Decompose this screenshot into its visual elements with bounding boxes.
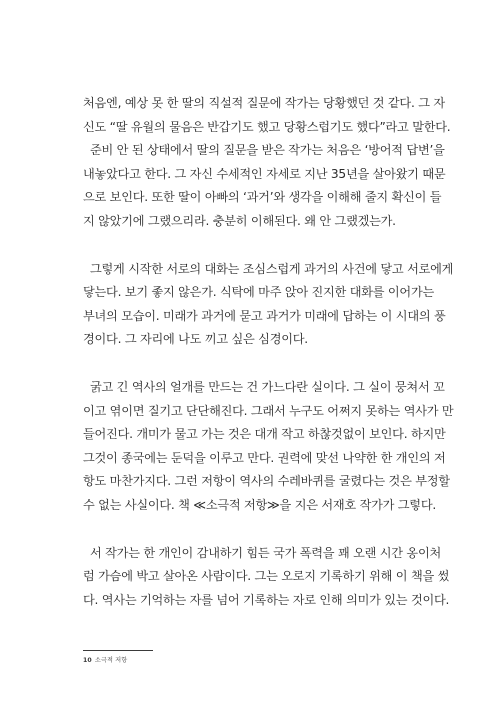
- running-footer: [83, 655, 203, 664]
- text-line: 부녀의 모습이. 미래가 과거에 묻고 과거가 미래에 답하는 이 시대의 풍: [83, 308, 446, 323]
- book-title: 소극적 저항: [94, 657, 128, 664]
- paragraph-4: [83, 542, 450, 613]
- text-line: 지 않았기에 그랬으리라. 충분히 이해된다. 왜 안 그랬겠는가.: [83, 213, 396, 228]
- text-line: 서 작가는 한 개인이 감내하기 힘든 국가 폭력을 꽤 오랜 시간 옹이처: [90, 545, 441, 560]
- page-footer: [83, 650, 203, 664]
- footer-divider: [83, 650, 153, 651]
- text-line: 이고 엮이면 질기고 단단해진다. 그래서 누구도 어쩌지 못하는 역사가 만: [83, 403, 454, 418]
- text-line: 굵고 긴 역사의 얼개를 만드는 건 가느다란 실이다. 그 실이 뭉쳐서 꼬: [90, 379, 445, 394]
- text-line: 닿는다. 보기 좋지 않은가. 식탁에 마주 앉아 진지한 대화를 이어가는: [83, 285, 434, 300]
- text-line: 항도 마찬가지다. 그런 저항이 역사의 수레바퀴를 굴렸다는 것은 부정할: [83, 474, 450, 489]
- text-line: 그것이 종국에는 둔덕을 이루고 만다. 권력에 맞선 나약한 한 개인의 저: [83, 450, 446, 465]
- text-line: 수 없는 사실이다. 책 ≪소극적 저항≫을 지은 서재호 작가가 그렇다.: [83, 497, 436, 512]
- text-line: 으로 보인다. 또한 딸이 아빠의 ‘과거’와 생각을 이해해 줄지 확신이 들: [83, 190, 442, 205]
- text-line: 들어진다. 개미가 물고 가는 것은 대개 작고 하찮것없이 보인다. 하지만: [83, 427, 446, 442]
- text-line: 그렇게 시작한 서로의 대화는 조심스럽게 과거의 사건에 닿고 서로에게: [90, 261, 454, 276]
- body-text: [83, 92, 454, 612]
- paragraph-1: [83, 92, 451, 234]
- text-line: 신도 “딸 유월의 물음은 반갑기도 했고 당황스럽기도 했다”라고 말한다.: [83, 119, 451, 134]
- paragraph-3: [83, 376, 454, 518]
- paragraph-2: [83, 258, 454, 352]
- text-line: 럼 가슴에 박고 살아온 사람이다. 그는 오로지 기록하기 위해 이 책을 썼: [83, 569, 450, 584]
- text-line: 처음엔, 예상 못 한 딸의 직설적 질문에 작가는 당황했던 것 같다. 그 자: [83, 96, 445, 110]
- page-number: 10: [83, 657, 92, 664]
- text-line: 다. 역사는 기억하는 자를 넘어 기록하는 자로 인해 의미가 있는 것이다.: [83, 592, 450, 607]
- text-line: 준비 안 된 상태에서 딸의 질문을 받은 작가는 처음은 ‘방어적 답변’을: [90, 143, 445, 158]
- text-line: 내놓았다고 한다. 그 자신 수세적인 자세로 지난 35년을 살아왔기 때문: [83, 166, 446, 181]
- text-line: 경이다. 그 자리에 나도 끼고 싶은 심경이다.: [83, 332, 308, 347]
